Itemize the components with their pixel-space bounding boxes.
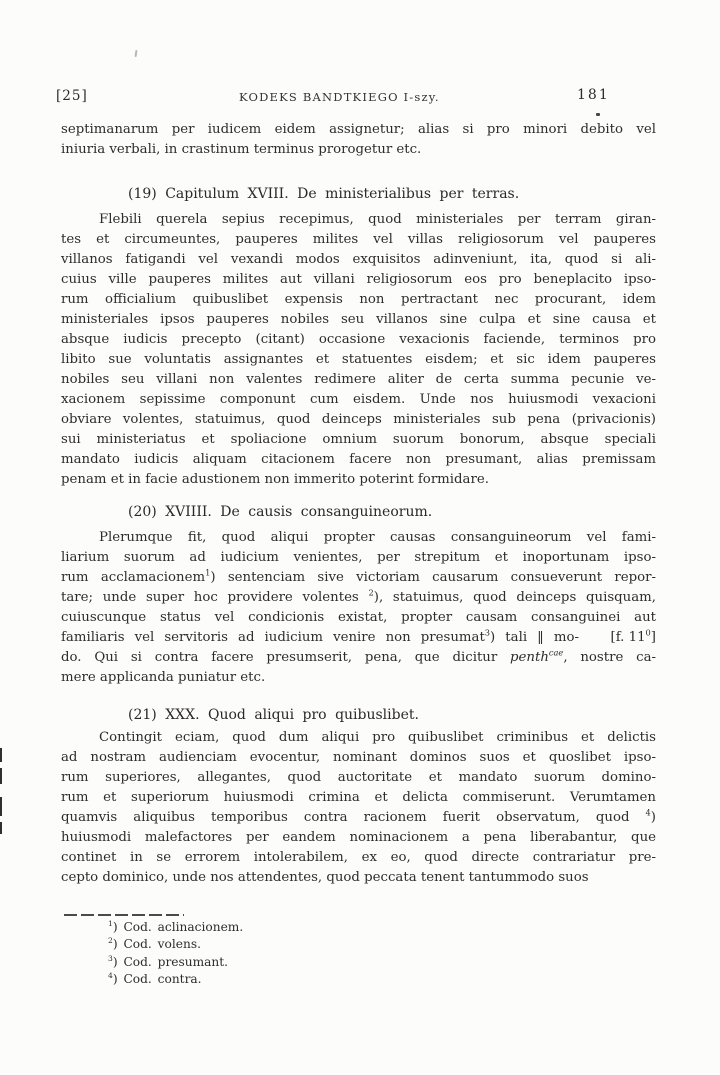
text-line: huiusmodi malefactores per eandem nominacionem a pena liberabantur, que (61, 830, 656, 845)
text-line: rum superiores, allegantes, quod auctoritate et mandato suorum domino- (61, 770, 656, 785)
text-line (61, 628, 656, 648)
text-line: rum et superiorum huiusmodi crimina et delicta commiserunt. Verumtamen (61, 790, 656, 805)
text-line: mere applicanda puniatur etc. (61, 670, 266, 685)
footnotes-block (108, 919, 243, 988)
text-line: penam et in facie adustionem non immerito poterint formidare. (61, 472, 489, 487)
text-line: villanos fatigandi vel vexandi modos exquisitos adinveniunt, ita, quod si ali- (61, 252, 656, 267)
text-line: septimanarum per iudicem eidem assignetur; alias si pro minori debito vel (61, 122, 656, 137)
footnote-item: $^2$) Cod. volens. (108, 936, 201, 952)
footnote-item: $^4$) Cod. contra. (108, 970, 202, 986)
text-line: absque iudicis precepto (citant) occasione vexacionis faciende, terminos pro (61, 332, 656, 347)
running-title: KODEKS BANDTKIEGO I-szy. (239, 90, 440, 104)
page-number: 181 (577, 87, 610, 103)
footnote-separator-rule (64, 914, 184, 916)
text-line: mandato iudicis aliquam citacionem facere non presumant, alias premissam (61, 452, 656, 467)
footnote-item: $^1$) Cod. aclinacionem. (108, 918, 244, 934)
text-line: ad nostram audienciam evocentur, nominant dominos suos et quoslibet ipso- (61, 750, 656, 765)
section-19-paragraph (61, 210, 656, 490)
text-line: libito sue voluntatis assignantes et statuentes eisdem; et sic idem pauperes (61, 352, 656, 367)
text-line: Contingit eciam, quod dum aliqui pro quibuslibet criminibus et delictis (99, 730, 656, 745)
section-19-heading: (19) Capitulum XVIII. De ministerialibus per terras. (128, 186, 520, 202)
folio-bracket-number: [25] (56, 88, 88, 104)
intro-paragraph (61, 120, 656, 160)
text-line: liarium suorum ad iudicium venientes, per strepitum et inoportunam ipso- (61, 550, 656, 565)
text-line: obviare volentes, statuimus, quod deinceps ministeriales sub pena (privacionis) (61, 412, 656, 427)
text-line: xacionem sepissime componunt cum eisdem. Unde nos huiusmodi vexacioni (61, 392, 656, 407)
footnote-item: $^3$) Cod. presumant. (108, 953, 229, 969)
text-line: sui ministeriatus et spoliacione omnium suorum bonorum, absque speciali (61, 432, 656, 447)
text-line: rum acclamacionem$^1$) sentenciam sive victoriam causarum consueverunt repor- (61, 567, 656, 585)
text-line: cuiuscunque status vel condicionis existat, propter causam consanguinei aut (61, 610, 656, 625)
text-line: ministeriales ipsos pauperes nobiles seu villanos sine culpa et sine causa et (61, 312, 656, 327)
text-line: nobiles seu villani non valentes redimere aliter de certa summa pecunie ve- (61, 372, 656, 387)
text-line: do. Qui si contra facere presumserit, pena, que dicitur penth$^{cae}$, nostre ca- (61, 647, 656, 665)
text-line: Flebili querela sepius recepimus, quod ministeriales per terram giran- (99, 212, 656, 227)
text-line: tes et circumeuntes, pauperes milites vel villas religiosorum vel pauperes (61, 232, 656, 247)
section-20-heading: (20) XVIIII. De causis consanguineorum. (128, 504, 433, 520)
scan-artifact-edge-mark (0, 748, 2, 762)
text-line: rum officialium quibuslibet expensis non pertractant nec procurant, idem (61, 292, 656, 307)
text-line-content: familiaris vel servitoris ad iudicium venire non presumat$^3$) tali ‖ mo- (61, 627, 579, 645)
text-line: quamvis aliquibus temporibus contra racionem fuerit observatum, quod $^4$) (61, 807, 656, 825)
folio-marginal-note: [f. $11^0$] (610, 627, 656, 645)
scan-artifact-speck (135, 50, 138, 57)
text-line: tare; unde super hoc providere volentes $^2$), statuimus, quod deinceps quisquam, (61, 587, 656, 605)
section-21-heading: (21) XXX. Quod aliqui pro quibuslibet. (128, 707, 419, 723)
scan-artifact-edge-mark (0, 822, 2, 834)
section-21-paragraph (61, 728, 656, 888)
scan-artifact-dot (596, 113, 600, 116)
text-line: cepto dominico, unde nos attendentes, quod peccata tenent tantummodo suos (61, 870, 589, 885)
text-line: iniuria verbali, in crastinum terminus prorogetur etc. (61, 142, 422, 157)
text-line: continet in se errorem intolerabilem, ex eo, quod directe contrariatur pre- (61, 850, 656, 865)
text-line: Plerumque fit, quod aliqui propter causas consanguineorum vel fami- (99, 530, 656, 545)
section-20-paragraph (61, 528, 656, 688)
scan-artifact-edge-mark (0, 768, 2, 784)
text-line: cuius ville pauperes milites aut villani religiosorum eos pro beneplacito ipso- (61, 272, 656, 287)
scan-artifact-edge-mark (0, 797, 2, 816)
